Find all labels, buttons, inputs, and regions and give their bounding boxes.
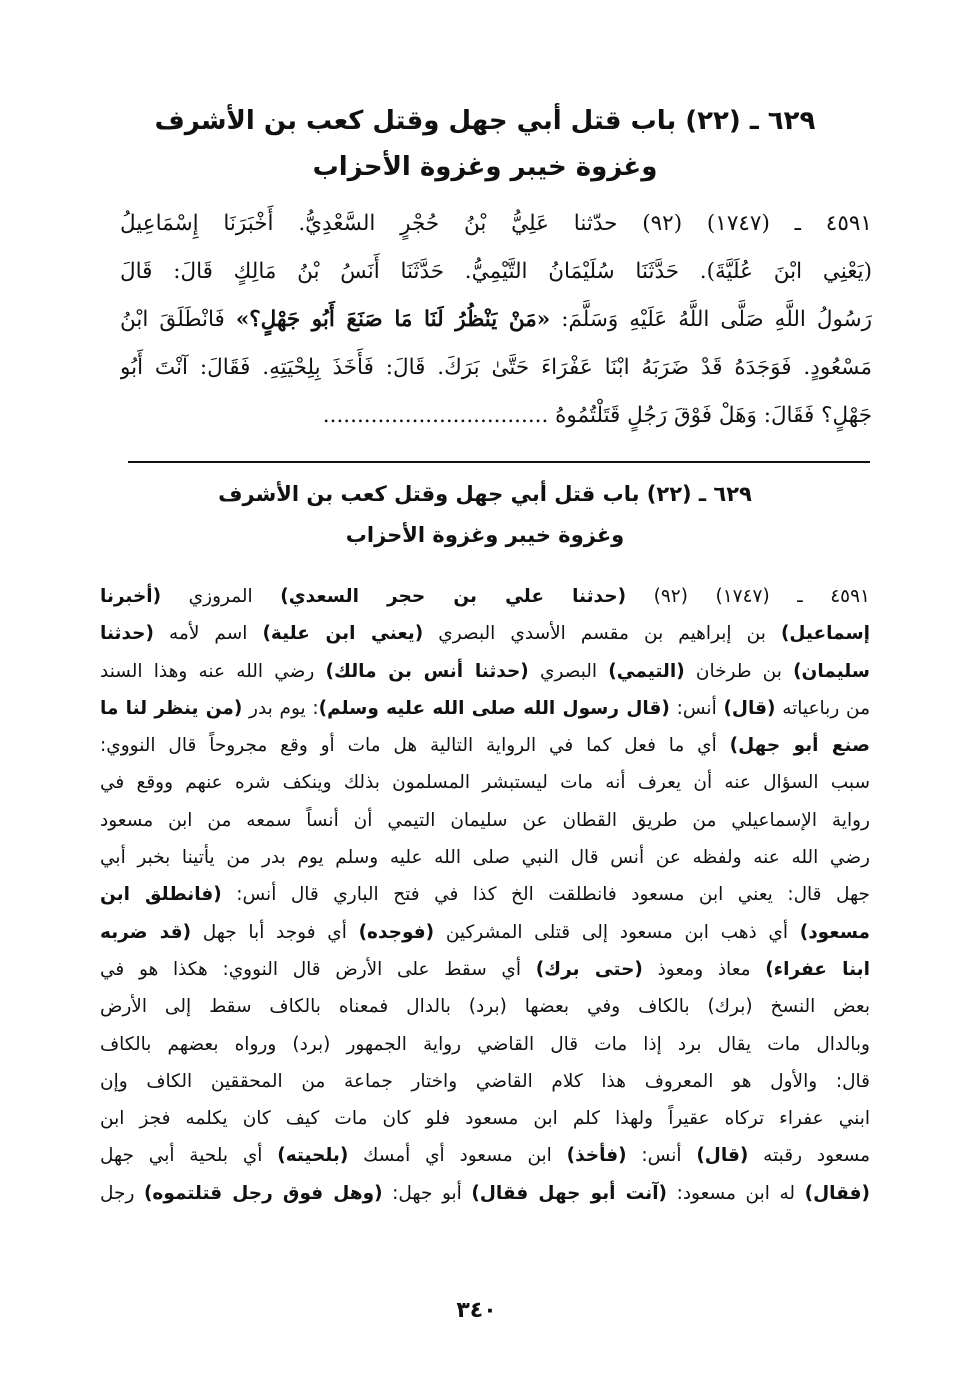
text-line xyxy=(120,248,872,296)
bold-segment: (بلحيته) xyxy=(277,1145,349,1167)
bold-segment: (حدثنا علي بن حجر السعدي) xyxy=(280,586,627,607)
text-line xyxy=(100,839,870,876)
bold-segment: (من ينظر لنا ما xyxy=(100,697,243,719)
text-segment: المروزي xyxy=(161,586,281,607)
text-line xyxy=(100,802,870,839)
bold-segment: سليمان) xyxy=(793,660,870,682)
text-segment: أي ذهب ابن مسعود إلى قتلى المشركين xyxy=(434,921,800,943)
text-line xyxy=(120,392,872,440)
bold-segment: (فانطلق ابن xyxy=(100,884,222,906)
text-line xyxy=(100,914,870,951)
commentary-title-line-2: وغزوة خيبر وغزوة الأحزاب xyxy=(345,523,625,547)
bold-segment: (أخبرنا xyxy=(100,586,162,607)
text-segment: جهل قال: يعني ابن مسعود فانطلقت الخ كذا في فتح الباري قال أنس: xyxy=(221,884,870,906)
text-segment: قال: والأول هو المعروف هذا كلام القاضي واختار جماعة من المحققين الكاف وإن xyxy=(100,1070,870,1092)
text-segment: (يَعْنِي ابْنَ عُلَيَّةَ). حَدَّثَنَا سُلَيْمَانُ التَّيْمِيُّ. حَدَّثَنَا أَنَسُ بْنُ مَالِكٍ قَالَ: قَالَ xyxy=(120,259,872,284)
chapter-title-line-2: وغزوة خيبر وغزوة الأحزاب xyxy=(312,152,658,182)
bold-segment: (يعني ابن علية) xyxy=(262,623,424,645)
bold-segment: (حدثنا أنس بن مالك) xyxy=(325,660,529,682)
text-segment: : يوم بدر xyxy=(242,697,319,719)
text-line xyxy=(100,1026,870,1063)
text-segment: أي فوجد أبا جهل xyxy=(191,921,359,943)
text-segment: له ابن مسعود: xyxy=(667,1182,805,1204)
bold-segment: (فأخذ) xyxy=(566,1145,627,1167)
text-segment: أبو جهل: xyxy=(382,1182,472,1204)
text-segment: أنس: xyxy=(626,1145,697,1167)
text-segment: أي ما فعل كما في الرواية التالية هل مات أو وقع مجروحاً قال النووي: xyxy=(100,735,730,757)
text-line xyxy=(120,344,872,392)
text-segment: رضي الله عنه وهذا السند xyxy=(100,660,326,682)
text-line xyxy=(100,1063,870,1100)
text-segment: أي سقط على الأرض قال النووي: هكذا هو في xyxy=(100,958,536,980)
commentary-text xyxy=(100,578,870,1212)
text-segment: سبب السؤال عنه أن يعرف أنه مات ليستبشر المسلمون بذلك وينكف شره عنهم ووقع في xyxy=(100,772,870,794)
text-segment: رواية الإسماعيلي من طريق القطان عن سليمان التيمي أن أنساً سمعه من ابن مسعود xyxy=(100,809,870,831)
text-line xyxy=(100,988,870,1025)
text-line xyxy=(120,296,872,344)
section-divider xyxy=(128,461,870,463)
text-segment: بن إبراهيم بن مقسم الأسدي البصري xyxy=(423,623,781,645)
text-segment: معاذ ومعوذ xyxy=(642,958,766,980)
bold-segment: مسعود) xyxy=(799,921,870,943)
text-segment: رجل xyxy=(100,1182,144,1204)
bold-segment: ابنا عفراء) xyxy=(765,958,870,980)
text-segment: وبالدال مات يقال برد إذا مات قال القاضي رواية الجمهور (برد) ورواه بعضهم بالكاف xyxy=(100,1033,870,1055)
text-segment: مَسْعُودٍ. فَوَجَدَهُ قَدْ ضَرَبَهُ ابْنَا عَفْرَاءَ حَتَّىٰ بَرَكَ. قَالَ: فَأَخَذَ بِلِحْيَتِهِ. فَقَالَ: آنْتَ أَبُو xyxy=(120,355,872,380)
bold-segment: (قال) xyxy=(696,1145,749,1167)
bold-segment: (آنت أبو جهل فقال) xyxy=(471,1182,667,1204)
text-line xyxy=(100,615,870,652)
bold-segment: (حدثنا xyxy=(100,623,154,645)
bold-segment: صنع أبو جهل) xyxy=(729,735,870,757)
text-line xyxy=(100,727,870,764)
text-line xyxy=(100,1137,870,1174)
bold-segment: (حتى برك) xyxy=(535,958,643,980)
bold-segment: (فوجده) xyxy=(358,921,435,943)
bold-segment: إسماعيل) xyxy=(780,623,870,645)
bold-segment: (وهل فوق رجل قتلتموه) xyxy=(143,1182,383,1204)
page-number: ٣٤٠ xyxy=(456,1298,497,1323)
bold-segment: (التيمي) xyxy=(608,660,685,682)
text-line xyxy=(100,764,870,801)
text-segment: بن طرخان xyxy=(684,660,794,682)
text-line xyxy=(100,876,870,913)
text-segment: فَانْطَلَقَ ابْنُ xyxy=(120,307,236,332)
text-segment: بعض النسخ (برك) بالكاف وفي بعضها (برد) بالدال فمعناه بالكاف سقط إلى الأرض xyxy=(100,996,870,1018)
bold-segment: (فقال) xyxy=(804,1182,870,1204)
commentary-title-line-1: ٦٢٩ ـ (٢٢) باب قتل أبي جهل وقتل كعب بن الأشرف xyxy=(218,482,752,506)
text-segment: جَهْلٍ؟ فَقَالَ: وَهَلْ فَوْقَ رَجُلٍ قَتَلْتُمُوهُ ................................. xyxy=(322,403,872,428)
text-segment: رضي الله عنه ولفظه عن أنس قال النبي صلى الله عليه وسلم يوم بدر من يأتينا بخبر أبي xyxy=(100,847,870,869)
text-segment: من رباعياته xyxy=(775,697,870,719)
text-line xyxy=(100,1175,870,1212)
chapter-title-line-1: ٦٢٩ ـ (٢٢) باب قتل أبي جهل وقتل كعب بن الأشرف xyxy=(154,106,816,136)
text-line xyxy=(100,653,870,690)
text-segment: البصري xyxy=(528,660,609,682)
text-segment: مسعود رقبته xyxy=(748,1145,870,1167)
text-segment: ٤٥٩١ ـ (١٧٤٧) (٩٢) xyxy=(626,586,870,607)
text-segment: أي بلحية أبي جهل xyxy=(100,1145,278,1167)
text-line xyxy=(100,951,870,988)
text-segment: أنس: xyxy=(669,697,724,719)
text-line xyxy=(100,578,870,615)
text-line xyxy=(100,1100,870,1137)
hadith-text xyxy=(120,200,872,440)
bold-segment: (قال) xyxy=(723,697,776,719)
text-line xyxy=(100,690,870,727)
text-segment: ابني عفراء تركاه عقيراً ولهذا كلم ابن مسعود فلو كان مات كيف كان يكلمه فجز ابن xyxy=(100,1108,870,1130)
bold-segment: (قال رسول الله صلى الله عليه وسلم) xyxy=(318,697,670,719)
text-segment: ابن مسعود أي أمسك xyxy=(348,1145,567,1167)
text-line xyxy=(120,200,872,248)
text-segment: اسم لأمه xyxy=(153,623,263,645)
text-segment: رَسُولُ اللَّهِ صَلَّى اللَّهُ عَلَيْهِ وَسَلَّمَ: xyxy=(550,307,872,332)
text-segment: ٤٥٩١ ـ (١٧٤٧) (٩٢) حدّثنا عَلِيُّ بْنُ حُجْرٍ السَّعْدِيُّ. أَخْبَرَنَا إِسْمَاعِيلُ xyxy=(120,211,872,236)
bold-segment: «مَنْ يَنْظُرُ لَنَا مَا صَنَعَ أَبُو جَهْلٍ؟» xyxy=(235,307,551,332)
bold-segment: (قد ضربه xyxy=(100,921,192,943)
